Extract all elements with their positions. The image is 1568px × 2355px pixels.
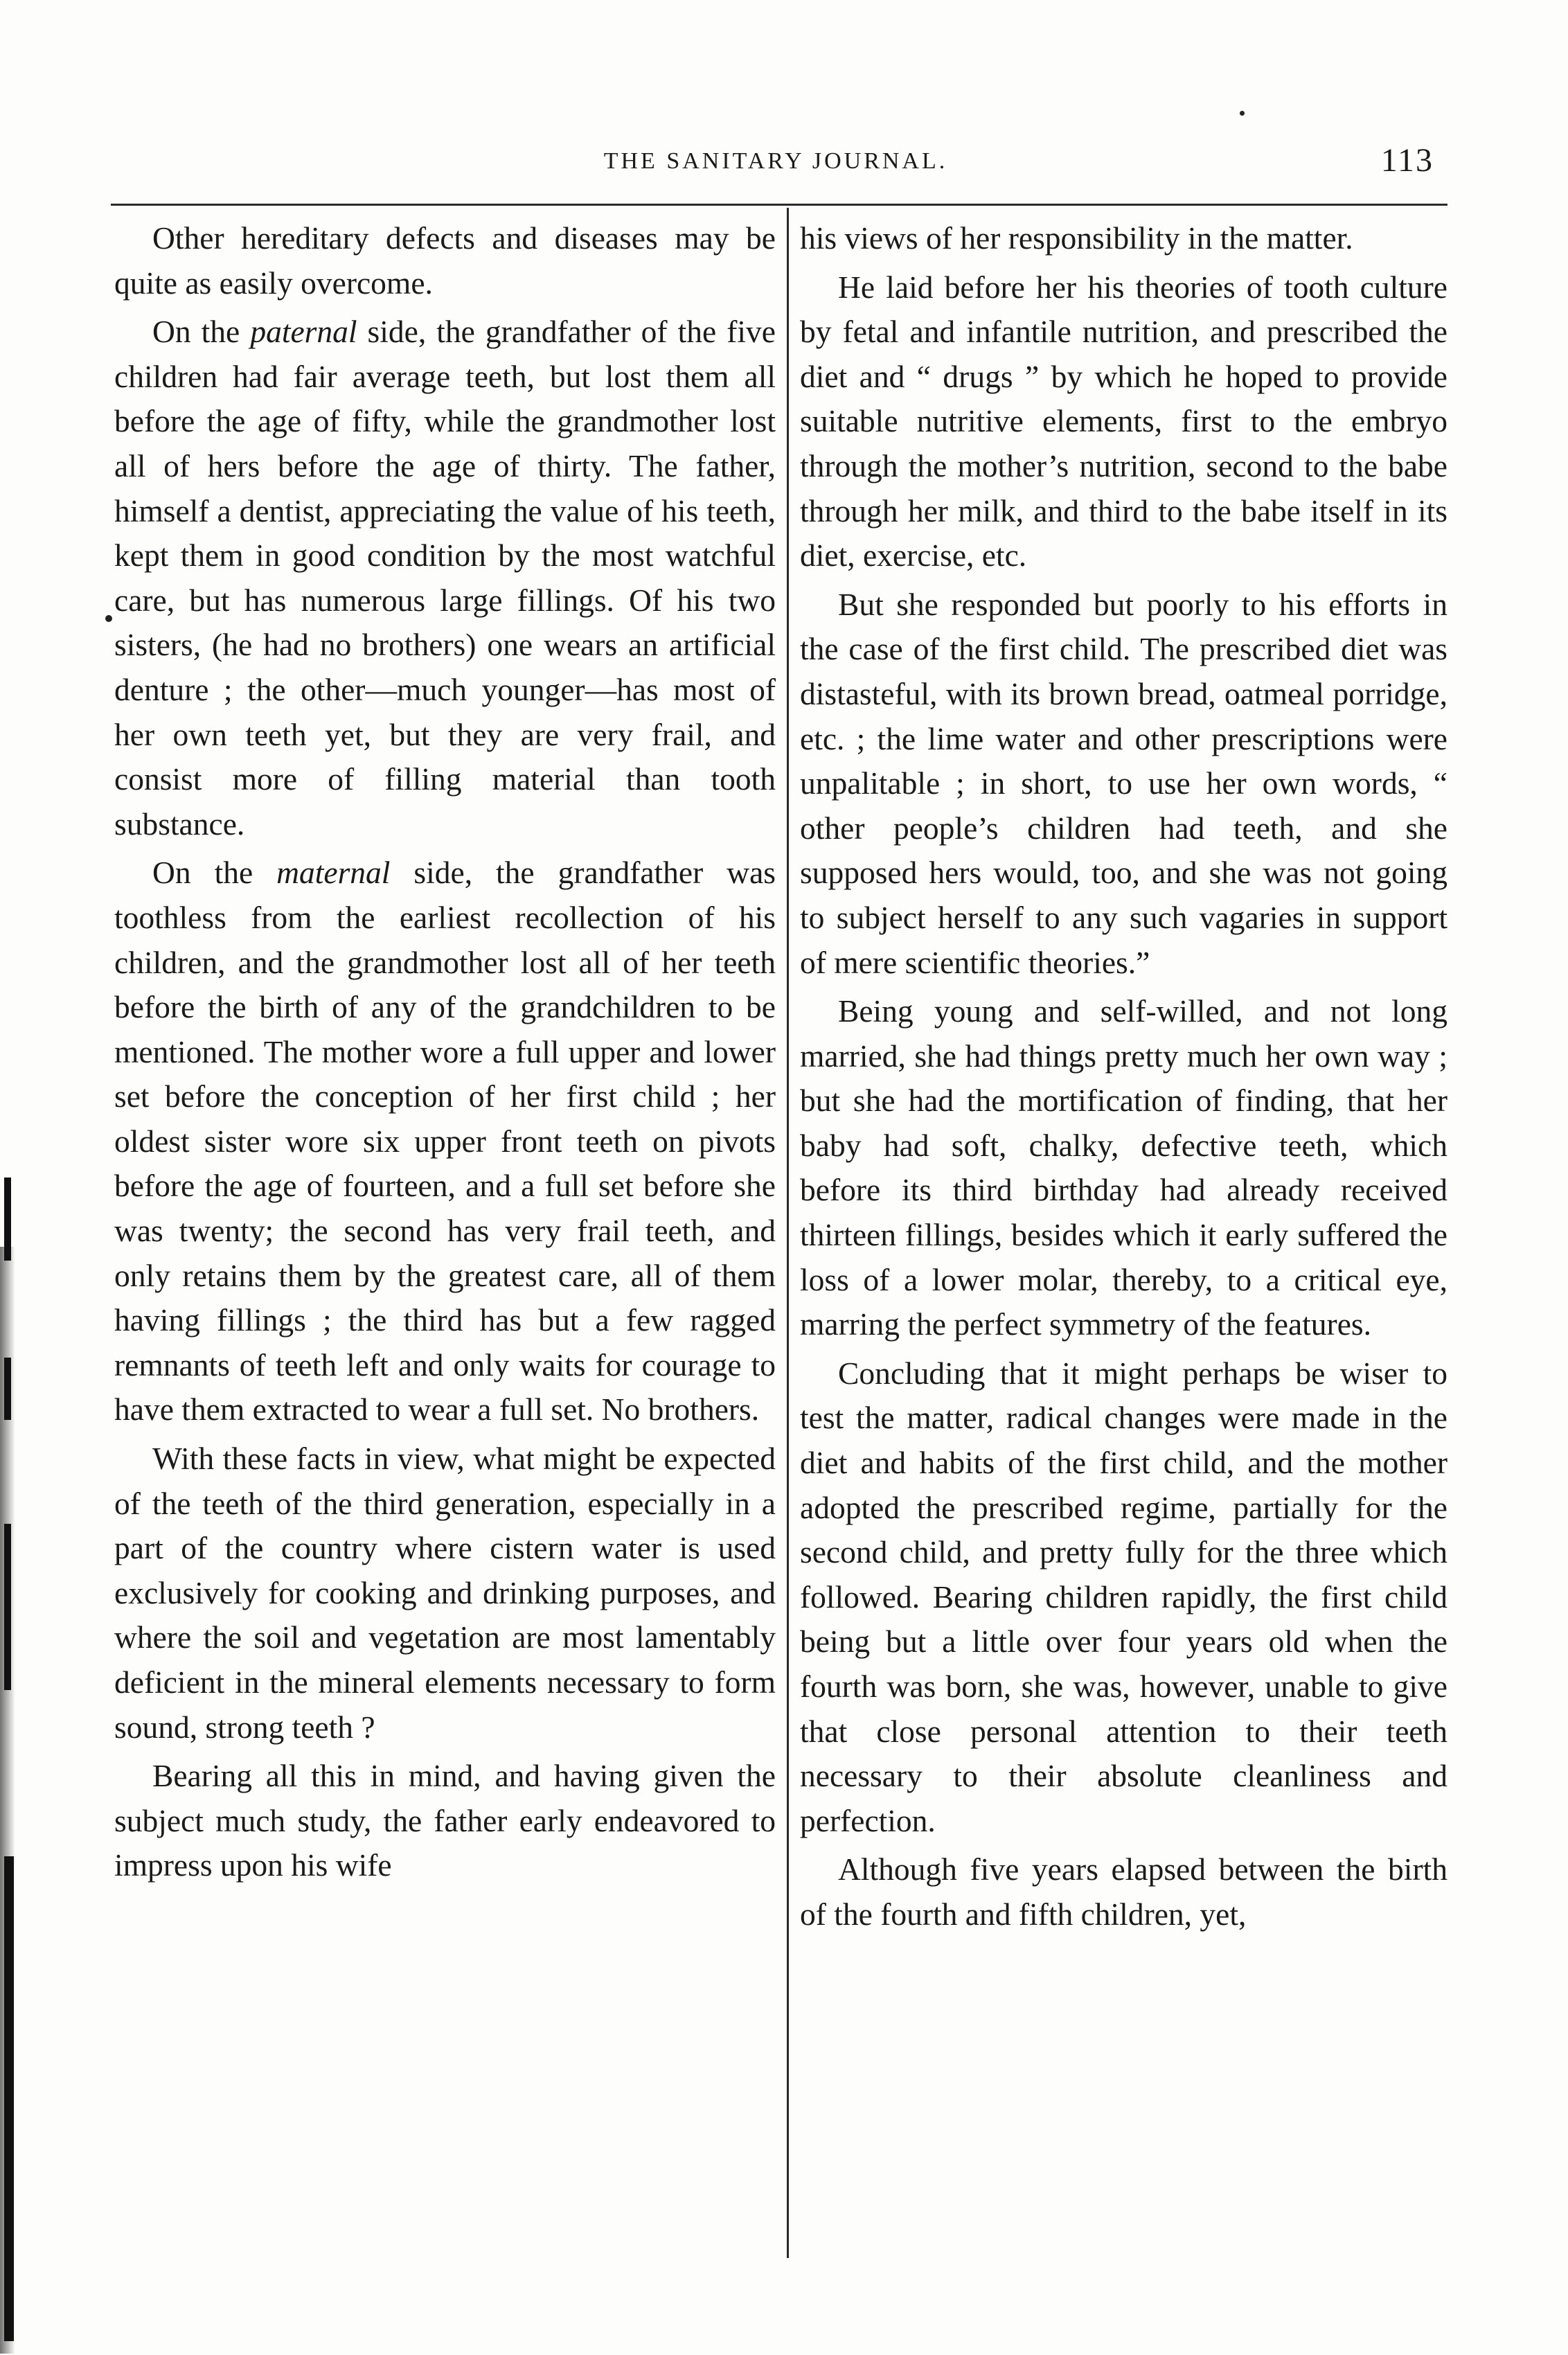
margin-bar xyxy=(4,1524,11,1690)
paragraph: Bearing all this in mind, and having given the subject much study, the father early endeavored to impress upon his wife xyxy=(114,1758,776,1883)
paragraph: He laid before her his theories of tooth culture by fetal and infantile nutrition, and prescribed the diet and “ drugs ” by which he hoped to provide suitable nutritive elements, first to the embryo through the mother’s nutrition, second to the babe through her milk, and third to the babe itself in its diet, exercise, etc. xyxy=(800,269,1447,574)
column-divider xyxy=(787,208,789,2258)
emphasis-maternal: maternal xyxy=(276,855,391,891)
stray-dot xyxy=(1240,111,1245,116)
paragraph: Although five years elapsed between the birth of the fourth and fifth children, yet, xyxy=(800,1851,1447,1932)
paragraph-body: side, the grandfather of the five children had fair average teeth, but lost them all before the age of fifty, while the grandmother lost all of hers before the age of thirty. The father, himself a dentist, appreciating the value of his teeth, kept them in good condition by the most watchful care, but has numerous large fillings. Of his two sisters, (he had no brothers) one wears an artificial denture ; the other—much younger—has most of her own teeth yet, but they are very frail, and consist more of filling material than tooth substance. xyxy=(114,314,776,842)
paragraph: Being young and self-willed, and not long married, she had things pretty much her own way ; but she had the mortification of finding, that her baby had soft, chalky, defective teeth, which before its third birthday had already received thirteen fillings, besides which it early suffered the loss of a lower molar, thereby, to a critical eye, marring the perfect symmetry of the features. xyxy=(800,993,1447,1342)
paragraph xyxy=(114,310,776,846)
header-rule xyxy=(111,204,1447,206)
page-number: 113 xyxy=(1380,142,1434,179)
margin-bar xyxy=(4,1358,11,1420)
paragraph-continuation: his views of her responsibility in the matter. xyxy=(800,220,1353,256)
emphasis-paternal: paternal xyxy=(250,314,357,350)
right-column xyxy=(800,216,1447,1937)
paragraph-lead: On the xyxy=(152,314,251,350)
paragraph-body: side, the grandfather was toothless from the earliest recollection of his children, and the grandmother lost all of her teeth before the birth of any of the grandchildren to be mentioned. The mother wore a full upper and lower set before the conception of her first child ; her oldest sister wore six upper front teeth on pivots before the age of fourteen, and a full set before she was twenty; the second has very frail teeth, and only retains them by the greatest care, all of them having fillings ; the third has but a few ragged remnants of teeth left and only waits for courage to have them extracted to wear a full set. No brothers. xyxy=(114,855,776,1428)
paragraph: With these facts in view, what might be expected of the teeth of the third generation, especially in a part of the country where cistern water is used exclusively for cooking and drinking purposes, and where the soil and vegetation are most lamentably deficient in the mineral elements necessary to form sound, strong teeth ? xyxy=(114,1441,776,1745)
margin-bar xyxy=(4,1856,14,2341)
paragraph-lead: On the xyxy=(152,855,277,891)
paragraph: Concluding that it might perhaps be wiser to test the matter, radical changes were made in the diet and habits of the first child, and the mother adopted the prescribed regime, partially for the second child, and pretty fully for the three which followed. Bearing children rapidly, the first child being but a little over four years old when the fourth was born, she was, however, unable to give that close personal attention to their teeth necessary to their absolute cleanliness and perfection. xyxy=(800,1355,1447,1838)
left-column xyxy=(114,216,776,1888)
margin-dot xyxy=(105,615,112,622)
margin-marks xyxy=(0,1178,21,2355)
paragraph xyxy=(114,851,776,1432)
running-head xyxy=(111,142,1441,187)
journal-title: THE SANITARY JOURNAL. xyxy=(603,148,948,174)
margin-bar xyxy=(4,1178,11,1261)
paragraph: Other hereditary defects and diseases may be quite as easily overcome. xyxy=(114,220,776,301)
paragraph: But she responded but poorly to his efforts in the case of the first child. The prescribed diet was distasteful, with its brown bread, oatmeal porridge, etc. ; the lime water and other prescriptions were unpalitable ; in short, to use her own words, “ other people’s children had teeth, and she supposed hers would, too, and she was not going to subject herself to any such vagaries in support of mere scientific theories.” xyxy=(800,586,1447,980)
